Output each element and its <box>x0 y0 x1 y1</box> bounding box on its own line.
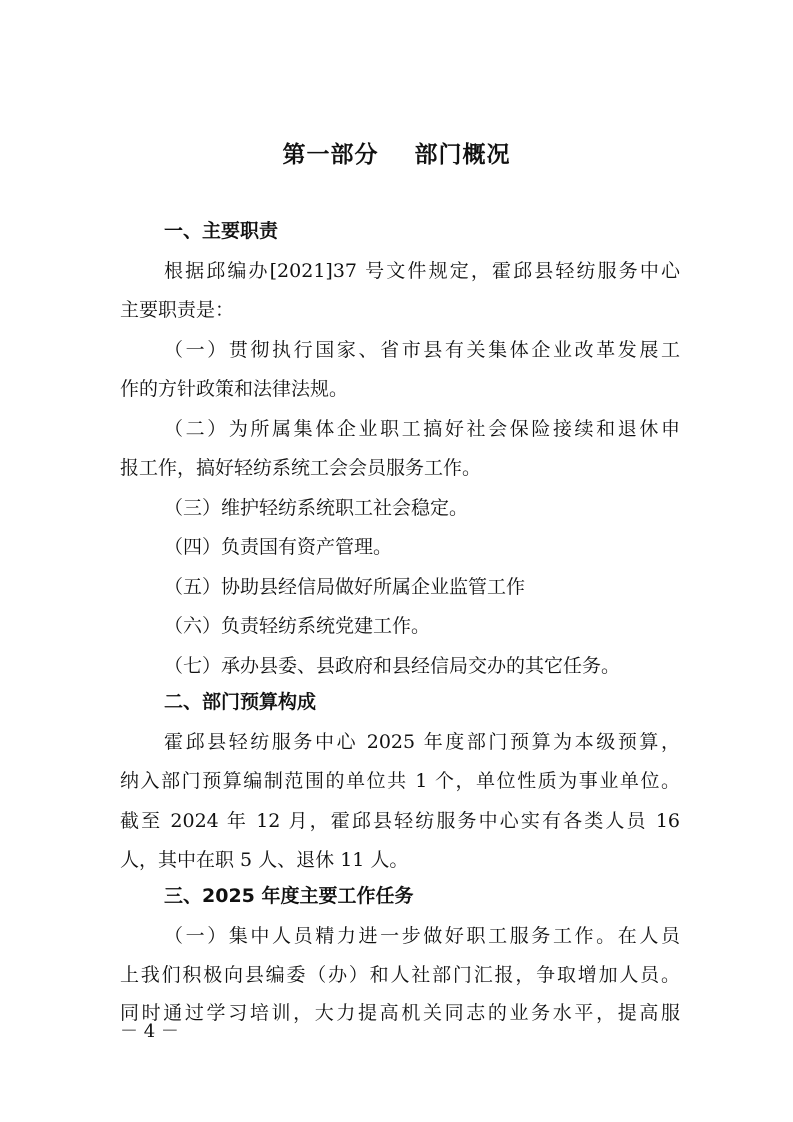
section-heading-work-tasks: 三、2025 年度主要工作任务 <box>164 885 414 907</box>
paragraph-line: 人，其中在职 5 人、退休 11 人。 <box>120 849 409 871</box>
duty-line: （五）协助县经信局做好所属企业监管工作 <box>164 576 526 598</box>
paragraph-line: 纳入部门预算编制范围的单位共 1 个，单位性质为事业单位。 <box>120 770 680 792</box>
page-title: 第一部分 部门概况 <box>282 142 511 168</box>
duty-line: （二）为所属集体企业职工搞好社会保险接续和退休申 <box>164 418 680 440</box>
page-number: － 4 － <box>120 1021 179 1042</box>
section-heading-budget-composition: 二、部门预算构成 <box>164 691 317 713</box>
duty-line: 报工作，搞好轻纺系统工会会员服务工作。 <box>120 457 482 479</box>
paragraph-line: 同时通过学习培训，大力提高机关同志的业务水平，提高服 <box>120 1002 680 1024</box>
paragraph-line: 上我们积极向县编委（办）和人社部门汇报，争取增加人员。 <box>120 964 680 986</box>
duty-line: 作的方针政策和法律法规。 <box>120 378 349 400</box>
paragraph-line: （一）集中人员精力进一步做好职工服务工作。在人员 <box>164 925 680 947</box>
paragraph-line: 霍邱县轻纺服务中心 2025 年度部门预算为本级预算， <box>164 731 680 753</box>
duty-line: （七）承办县委、县政府和县经信局交办的其它任务。 <box>164 655 621 677</box>
duty-line: （一）贯彻执行国家、省市县有关集体企业改革发展工 <box>164 339 680 361</box>
duty-line: （六）负责轻纺系统党建工作。 <box>164 615 431 637</box>
section-heading-main-duties: 一、主要职责 <box>164 220 279 242</box>
paragraph-line: 主要职责是： <box>120 299 235 321</box>
paragraph-line: 截至 2024 年 12 月，霍邱县轻纺服务中心实有各类人员 16 <box>120 810 680 832</box>
duty-line: （三）维护轻纺系统职工社会稳定。 <box>164 497 469 519</box>
duty-line: （四）负责国有资产管理。 <box>164 536 393 558</box>
paragraph-line: 根据邱编办[2021]37 号文件规定，霍邱县轻纺服务中心 <box>164 260 680 282</box>
